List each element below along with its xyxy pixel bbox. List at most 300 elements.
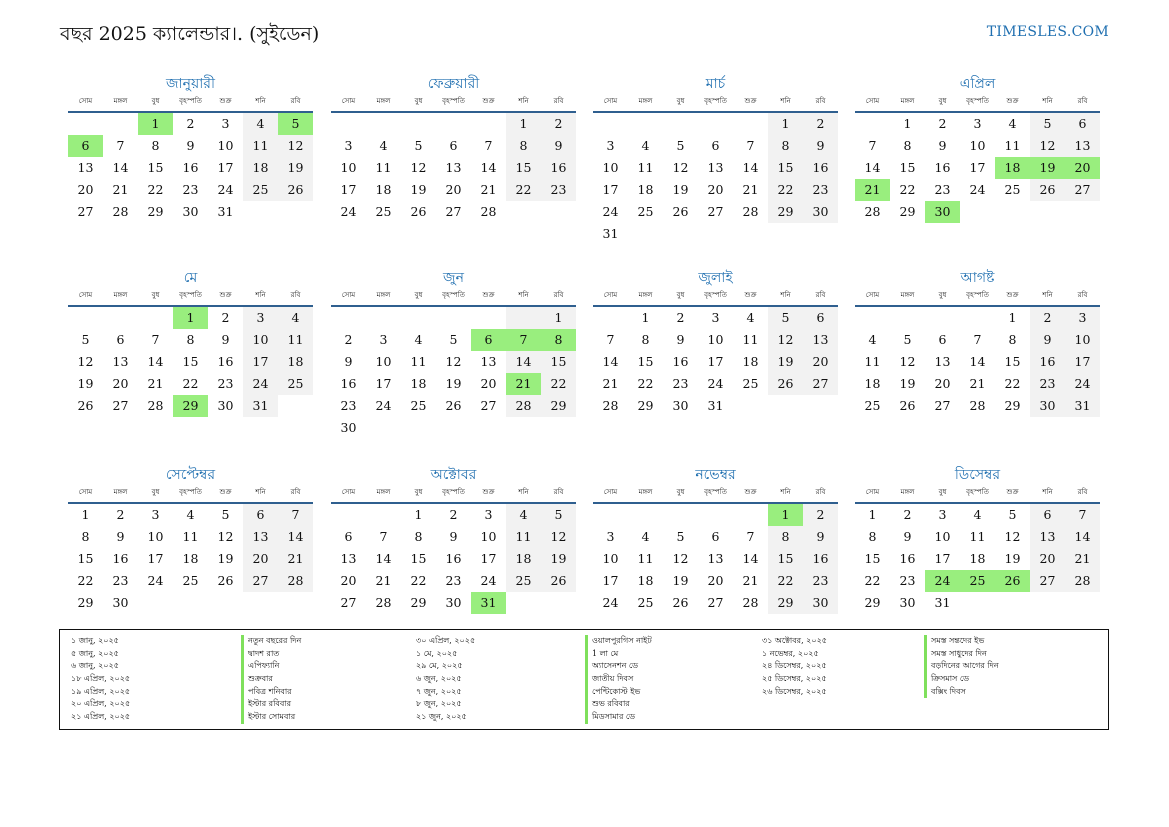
day-cell: 2 [938, 116, 947, 131]
legend-holiday-name: পবিত্র শনিবার [241, 686, 301, 699]
day-cell: 30 [803, 201, 838, 223]
day-cell: 18 [278, 351, 313, 373]
day-cell: 29 [410, 595, 427, 610]
day-cell: 25 [182, 573, 199, 588]
day-cell: 18 [637, 573, 654, 588]
legend-holiday-name: সমস্ত সাধুদের দিন [924, 648, 999, 661]
day-cell: 13 [1030, 526, 1065, 548]
weekday-label: শুক্র [1006, 291, 1019, 299]
day-cell: 11 [506, 526, 541, 548]
day-cell: 23 [182, 182, 199, 197]
month-block [855, 74, 1100, 223]
day-cell: 12 [672, 160, 689, 175]
empty-cell [103, 307, 138, 329]
month-block [593, 465, 838, 614]
day-cell: 24 [969, 182, 986, 197]
weekday-label: বৃহস্পতি [966, 97, 989, 105]
empty-cell [331, 307, 366, 329]
empty-cell [593, 113, 628, 135]
day-cell: 19 [410, 182, 427, 197]
weekday-label: শনি [518, 488, 529, 496]
day-cell: 1 [81, 507, 90, 522]
day-cell: 10 [375, 354, 392, 369]
month-block [68, 465, 313, 614]
weekday-label: শুক্র [219, 291, 232, 299]
day-cell: 17 [707, 354, 724, 369]
day-cell: 13 [934, 354, 951, 369]
day-cell: 3 [484, 507, 493, 522]
month-name: সেপ্টেম্বর [165, 467, 216, 483]
day-cell: 22 [77, 573, 94, 588]
day-cell: 7 [379, 529, 388, 544]
day-cell: 15 [1004, 354, 1021, 369]
day-grid [855, 504, 1100, 614]
day-cell: 12 [410, 160, 427, 175]
day-cell: 17 [602, 182, 619, 197]
day-cell: 16 [672, 354, 689, 369]
day-cell: 17 [375, 376, 392, 391]
weekday-label: মঙ্গল [376, 97, 391, 105]
weekday-label: শনি [518, 291, 529, 299]
day-cell: 14 [742, 551, 759, 566]
day-cell: 13 [77, 160, 94, 175]
day-cell: 22 [182, 376, 199, 391]
day-cell: 29 [768, 201, 803, 223]
empty-cell [436, 113, 471, 135]
legend-holiday-name: শুভ রবিবার [585, 698, 652, 711]
day-cell: 19 [672, 573, 689, 588]
day-cell: 26 [1030, 179, 1065, 201]
weekday-header [331, 94, 576, 113]
day-cell: 28 [278, 570, 313, 592]
weekday-label: রবি [290, 291, 301, 299]
legend-date: ৬ জুন, ২০২৫ [416, 674, 462, 684]
day-cell: 9 [903, 529, 912, 544]
day-cell: 7 [116, 138, 125, 153]
legend-date: ২৫ ডিসেম্বর, ২০২৫ [762, 674, 827, 684]
weekday-header [331, 288, 576, 307]
legend-date: ১৮ এপ্রিল, ২০২৫ [71, 674, 131, 684]
month-name: জুলাই [698, 270, 733, 286]
day-cell: 3 [1065, 307, 1100, 329]
day-grid [593, 307, 838, 417]
empty-cell [366, 113, 401, 135]
weekday-label: মঙ্গল [900, 488, 915, 496]
day-cell: 8 [81, 529, 90, 544]
day-grid [593, 504, 838, 614]
day-cell: 26 [217, 573, 234, 588]
month-block [593, 268, 838, 417]
legend-dates-col-3 [762, 635, 827, 698]
legend-holiday-name: জাতীয় দিবস [585, 673, 652, 686]
day-cell: 7 [151, 332, 160, 347]
day-cell: 6 [344, 529, 353, 544]
weekday-label: মঙ্গল [113, 291, 128, 299]
day-cell: 14 [278, 526, 313, 548]
weekday-label: বুধ [676, 291, 685, 299]
day-cell: 10 [969, 138, 986, 153]
day-cell: 22 [899, 182, 916, 197]
empty-cell [855, 307, 890, 329]
weekday-label: বৃহস্পতি [966, 488, 989, 496]
day-cell: 2 [1030, 307, 1065, 329]
month-name: আগষ্ট [960, 270, 995, 286]
weekday-label: শনি [255, 97, 266, 105]
day-cell: 19 [1030, 157, 1065, 179]
day-cell: 21 [742, 182, 759, 197]
day-cell: 13 [112, 354, 129, 369]
day-cell: 1 [1008, 310, 1017, 325]
day-cell: 2 [186, 116, 195, 131]
weekday-header [68, 288, 313, 307]
day-cell: 26 [410, 204, 427, 219]
month-block [68, 268, 313, 417]
day-cell: 6 [711, 529, 720, 544]
weekday-label: শনি [255, 291, 266, 299]
day-cell: 5 [1008, 507, 1017, 522]
day-grid [68, 307, 313, 417]
day-cell: 25 [506, 570, 541, 592]
day-cell: 14 [1065, 526, 1100, 548]
day-cell: 9 [116, 529, 125, 544]
day-cell: 21 [969, 376, 986, 391]
day-cell: 12 [278, 135, 313, 157]
day-cell: 20 [112, 376, 129, 391]
day-cell: 26 [899, 398, 916, 413]
day-cell: 4 [746, 310, 755, 325]
weekday-label: বুধ [414, 488, 423, 496]
legend-holiday-name: দ্বাদশ রাত [241, 648, 301, 661]
day-cell: 7 [746, 138, 755, 153]
day-cell: 6 [1030, 504, 1065, 526]
day-cell: 19 [217, 551, 234, 566]
day-cell: 8 [768, 135, 803, 157]
empty-cell [698, 504, 733, 526]
day-cell: 16 [217, 354, 234, 369]
weekday-header [68, 485, 313, 504]
day-cell: 21 [506, 373, 541, 395]
weekday-label: শুক্র [744, 488, 757, 496]
weekday-label: বুধ [676, 97, 685, 105]
weekday-label: বুধ [151, 291, 160, 299]
weekday-header [855, 94, 1100, 113]
weekday-label: শুক্র [482, 291, 495, 299]
empty-cell [663, 113, 698, 135]
day-cell: 25 [637, 204, 654, 219]
day-cell: 20 [1065, 157, 1100, 179]
day-cell: 20 [480, 376, 497, 391]
day-cell: 4 [868, 332, 877, 347]
day-cell: 12 [1030, 135, 1065, 157]
day-grid [331, 307, 576, 439]
day-cell: 8 [1008, 332, 1017, 347]
day-cell: 8 [641, 332, 650, 347]
weekday-label: মঙ্গল [113, 97, 128, 105]
day-cell: 24 [707, 376, 724, 391]
day-cell: 6 [449, 138, 458, 153]
day-cell: 28 [864, 204, 881, 219]
day-cell: 22 [506, 179, 541, 201]
day-cell: 28 [147, 398, 164, 413]
day-cell: 2 [116, 507, 125, 522]
empty-cell [960, 307, 995, 329]
weekday-label: শুক্র [219, 488, 232, 496]
day-cell: 20 [340, 573, 357, 588]
day-cell: 16 [934, 160, 951, 175]
day-cell: 16 [340, 376, 357, 391]
day-cell: 23 [112, 573, 129, 588]
weekday-label: সোম [341, 488, 356, 496]
day-cell: 6 [471, 329, 506, 351]
day-cell: 11 [410, 354, 427, 369]
empty-cell [628, 504, 663, 526]
day-cell: 28 [1065, 570, 1100, 592]
day-cell: 24 [375, 398, 392, 413]
day-cell: 24 [602, 204, 619, 219]
weekday-label: বুধ [938, 291, 947, 299]
day-cell: 21 [375, 573, 392, 588]
day-cell: 3 [221, 116, 230, 131]
weekday-label: রবি [1077, 488, 1088, 496]
weekday-label: রবি [815, 291, 826, 299]
day-cell: 29 [864, 595, 881, 610]
weekday-label: মঙ্গল [638, 291, 653, 299]
day-cell: 13 [445, 160, 462, 175]
day-cell: 17 [340, 182, 357, 197]
day-cell: 13 [803, 329, 838, 351]
day-cell: 13 [480, 354, 497, 369]
month-block [331, 465, 576, 614]
day-cell: 17 [602, 573, 619, 588]
day-cell: 9 [541, 135, 576, 157]
day-cell: 23 [803, 179, 838, 201]
legend-date: ২৬ ডিসেম্বর, ২০২৫ [762, 686, 827, 696]
day-cell: 18 [742, 354, 759, 369]
weekday-label: মঙ্গল [638, 488, 653, 496]
day-cell: 7 [746, 529, 755, 544]
day-cell: 4 [973, 507, 982, 522]
legend-date: ৮ জুন, ২০২৫ [416, 699, 462, 709]
day-cell: 30 [899, 595, 916, 610]
day-cell: 18 [375, 182, 392, 197]
day-cell: 31 [934, 595, 951, 610]
day-cell: 14 [969, 354, 986, 369]
day-cell: 12 [77, 354, 94, 369]
day-cell: 15 [77, 551, 94, 566]
day-cell: 11 [1004, 138, 1021, 153]
empty-cell [733, 504, 768, 526]
day-cell: 22 [864, 573, 881, 588]
day-cell: 16 [445, 551, 462, 566]
day-cell: 26 [768, 373, 803, 395]
day-cell: 1 [768, 504, 803, 526]
day-cell: 28 [742, 595, 759, 610]
weekday-label: বৃহস্পতি [179, 97, 202, 105]
day-cell: 3 [344, 138, 353, 153]
day-cell: 23 [803, 570, 838, 592]
day-cell: 7 [606, 332, 615, 347]
day-cell: 21 [278, 548, 313, 570]
month-name: মে [183, 270, 198, 286]
day-cell: 11 [742, 332, 759, 347]
day-cell: 26 [278, 179, 313, 201]
day-cell: 14 [742, 160, 759, 175]
month-name: নভেম্বর [695, 467, 736, 483]
day-cell: 6 [803, 307, 838, 329]
day-cell: 9 [1030, 329, 1065, 351]
weekday-header [855, 485, 1100, 504]
legend-date: ৫ জানু, ২০২৫ [71, 648, 119, 658]
weekday-label: সোম [341, 97, 356, 105]
day-cell: 3 [938, 507, 947, 522]
empty-cell [663, 504, 698, 526]
month-name: অক্টোবর [430, 467, 477, 483]
month-name: মার্চ [705, 76, 726, 92]
day-cell: 12 [768, 329, 803, 351]
day-cell: 10 [243, 329, 278, 351]
day-cell: 7 [278, 504, 313, 526]
day-cell: 7 [868, 138, 877, 153]
day-cell: 14 [375, 551, 392, 566]
day-cell: 10 [707, 332, 724, 347]
day-cell: 3 [606, 138, 615, 153]
day-cell: 18 [506, 548, 541, 570]
day-cell: 7 [484, 138, 493, 153]
day-grid [331, 113, 576, 223]
day-cell: 16 [803, 157, 838, 179]
day-cell: 5 [278, 113, 313, 135]
day-cell: 14 [112, 160, 129, 175]
day-cell: 31 [471, 592, 506, 614]
day-cell: 5 [1030, 113, 1065, 135]
day-cell: 22 [768, 570, 803, 592]
legend-holiday-name: পেন্টিকোস্ট ইভ [585, 686, 652, 699]
empty-cell [855, 113, 890, 135]
day-cell: 13 [707, 551, 724, 566]
day-cell: 21 [602, 376, 619, 391]
day-cell: 18 [864, 376, 881, 391]
day-cell: 10 [480, 529, 497, 544]
month-name: জুন [443, 270, 464, 286]
day-cell: 4 [1008, 116, 1017, 131]
empty-cell [68, 307, 103, 329]
day-cell: 3 [606, 529, 615, 544]
legend-date: ২৪ ডিসেম্বর, ২০২৫ [762, 661, 827, 671]
weekday-label: মঙ্গল [376, 488, 391, 496]
legend-names-col-2 [585, 635, 652, 724]
day-cell: 25 [1004, 182, 1021, 197]
weekday-label: মঙ্গল [376, 291, 391, 299]
day-grid [331, 504, 576, 614]
weekday-label: মঙ্গল [900, 291, 915, 299]
day-cell: 17 [243, 351, 278, 373]
day-cell: 10 [934, 529, 951, 544]
day-cell: 4 [278, 307, 313, 329]
day-cell: 10 [217, 138, 234, 153]
day-cell: 29 [173, 395, 208, 417]
weekday-label: মঙ্গল [113, 488, 128, 496]
day-cell: 13 [707, 160, 724, 175]
weekday-label: বৃহস্পতি [704, 488, 727, 496]
legend-date: ২০ এপ্রিল, ২০২৫ [71, 699, 131, 709]
day-cell: 29 [1004, 398, 1021, 413]
day-cell: 18 [410, 376, 427, 391]
day-cell: 3 [243, 307, 278, 329]
day-cell: 8 [151, 138, 160, 153]
day-cell: 16 [182, 160, 199, 175]
empty-cell [890, 307, 925, 329]
day-cell: 4 [379, 138, 388, 153]
legend-holiday-name: শুক্রবার [241, 673, 301, 686]
day-cell: 30 [925, 201, 960, 223]
day-cell: 27 [707, 204, 724, 219]
day-cell: 28 [602, 398, 619, 413]
legend-names-col-1 [241, 635, 301, 724]
day-cell: 9 [449, 529, 458, 544]
day-cell: 11 [182, 529, 199, 544]
weekday-label: শুক্র [482, 97, 495, 105]
day-cell: 27 [480, 398, 497, 413]
day-cell: 24 [147, 573, 164, 588]
day-cell: 14 [602, 354, 619, 369]
day-cell: 19 [672, 182, 689, 197]
legend-date: ১ জানু, ২০২৫ [71, 636, 119, 645]
weekday-label: শনি [780, 291, 791, 299]
day-cell: 19 [77, 376, 94, 391]
month-name: ডিসেম্বর [954, 467, 1001, 483]
empty-cell [506, 307, 541, 329]
empty-cell [401, 113, 436, 135]
day-cell: 16 [1030, 351, 1065, 373]
empty-cell [471, 113, 506, 135]
day-cell: 30 [112, 595, 129, 610]
day-cell: 6 [938, 332, 947, 347]
weekday-header [593, 94, 838, 113]
day-cell: 30 [445, 595, 462, 610]
day-cell: 15 [182, 354, 199, 369]
day-cell: 8 [903, 138, 912, 153]
day-cell: 27 [340, 595, 357, 610]
legend-holiday-name: 1 লা মে [585, 648, 652, 661]
weekday-label: বৃহস্পতি [179, 291, 202, 299]
day-cell: 5 [903, 332, 912, 347]
legend-date: ৬ জানু, ২০২৫ [71, 661, 119, 671]
day-cell: 18 [182, 551, 199, 566]
weekday-label: বুধ [151, 488, 160, 496]
day-cell: 2 [449, 507, 458, 522]
day-cell: 29 [768, 592, 803, 614]
legend-date: ১৯ এপ্রিল, ২০২৫ [71, 686, 131, 696]
day-cell: 2 [676, 310, 685, 325]
day-cell: 1 [541, 307, 576, 329]
empty-cell [593, 504, 628, 526]
day-cell: 17 [217, 160, 234, 175]
day-cell: 6 [68, 135, 103, 157]
day-cell: 4 [641, 138, 650, 153]
weekday-label: শনি [255, 488, 266, 496]
day-cell: 23 [217, 376, 234, 391]
day-cell: 15 [506, 157, 541, 179]
day-cell: 5 [676, 138, 685, 153]
weekday-label: সোম [603, 97, 618, 105]
day-cell: 26 [445, 398, 462, 413]
weekday-label: রবি [290, 97, 301, 105]
weekday-label: শুক্র [219, 97, 232, 105]
site-link[interactable]: TIMESLES.COM [986, 24, 1109, 40]
day-cell: 15 [864, 551, 881, 566]
empty-cell [925, 307, 960, 329]
day-cell: 17 [147, 551, 164, 566]
